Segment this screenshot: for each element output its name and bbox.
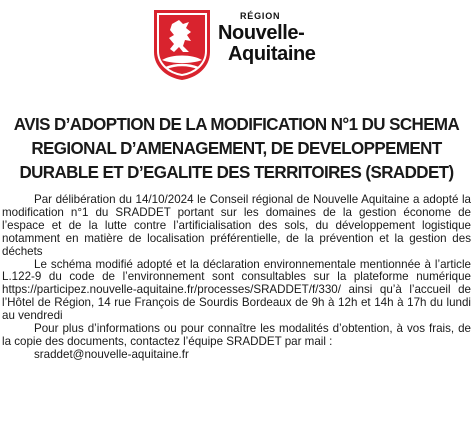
notice-paragraph-contact: Pour plus d’informations ou pour connaître les modalités d’obtention, à vos frais, de la copie des documents, contactez l’équipe SRADDET par mail : [2, 322, 471, 348]
notice-body [2, 194, 471, 362]
region-wordmark [218, 12, 328, 65]
region-name-line2: Aquitaine [228, 43, 316, 65]
notice-title-line1: AVIS D’ADOPTION DE LA MODIFICATION N°1 DU SCHEMA [13, 114, 460, 134]
notice-title-line2: REGIONAL D’AMENAGEMENT, DE DEVELOPPEMENT [31, 138, 442, 158]
notice-paragraph-deliberation: Par délibération du 14/10/2024 le Conseil régional de Nouvelle Aquitaine a adopté la modification n°1 du SRADDET portant sur les domaines de la gestion économe de l’espace et de la lutte contre l’artificialisation des sols, du développement logistique notamment en matière de localisation préférentielle, de la prévention et la gestion des déchets [2, 193, 471, 258]
notice-title [7, 112, 466, 184]
region-name-line1: Nouvelle- [218, 22, 305, 44]
region-label: RÉGION [240, 11, 281, 21]
notice-paragraph-consultation: Le schéma modifié adopté et la déclaration environnementale mentionnée à l’article L.122-9 du code de l’environnement sont consultables sur la plateforme numérique https://participez.nouvelle-aquitaine.fr/processes/SRADDET/f/330/ ainsi qu’à l’accueil de l’Hôtel de Région, 14 rue François de Sourdis Bordeaux de 9h à 12h et 14h à 17h du lundi au vendredi [2, 257, 471, 323]
notice-title-line3: DURABLE ET D’EGALITE DES TERRITOIRES (SRADDET) [19, 162, 454, 182]
contact-email: sraddet@nouvelle-aquitaine.fr [34, 347, 189, 361]
region-logo [152, 8, 324, 82]
lion-rampant-icon [152, 8, 212, 82]
